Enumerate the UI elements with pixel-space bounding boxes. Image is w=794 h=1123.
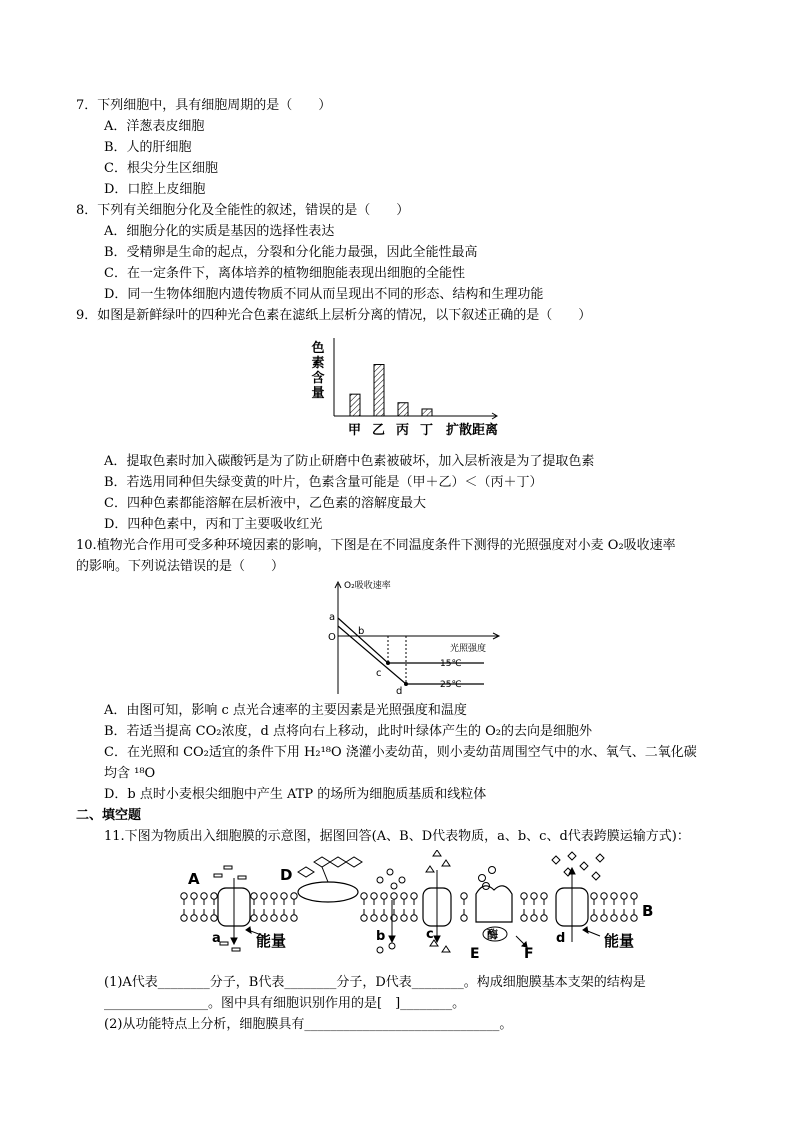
glycoprotein-d bbox=[298, 882, 358, 902]
graph-y-label: O₂吸收速率 bbox=[344, 581, 391, 591]
bar-2 bbox=[398, 403, 408, 416]
label-a: a bbox=[212, 931, 221, 946]
q11-part1-line2: ________________。图中具有细胞识别作用的是[ ]________。 bbox=[104, 996, 466, 1011]
label-b-upper: B bbox=[642, 902, 654, 920]
q8-option-d: D．同一生物体细胞内遗传物质不同从而呈现出不同的形态、结构和生理功能 bbox=[104, 287, 544, 302]
graph-origin-label: O bbox=[328, 632, 336, 643]
q10-option-c-line1: C．在光照和 CO₂适宜的条件下用 H₂¹⁸O 浇灌小麦幼苗，则小麦幼苗周围空气中的水、氧气、二氧化碳 bbox=[104, 745, 697, 760]
q11-part1-line1: (1)A代表________分子，B代表________分子，D代表________。构成细胞膜基本支架的结构是 bbox=[104, 975, 646, 990]
o2-rate-graph bbox=[322, 578, 502, 698]
q8-option-b: B．受精卵是生命的起点，分裂和分化能力最强，因此全能性最高 bbox=[104, 245, 478, 260]
q10-option-a: A．由图可知，影响 c 点光合速率的主要因素是光照强度和温度 bbox=[104, 703, 467, 718]
q7-stem: 7．下列细胞中，具有细胞周期的是（ ） bbox=[76, 98, 332, 113]
y-label-char: 色 bbox=[311, 341, 325, 356]
q8-option-a: A．细胞分化的实质是基因的选择性表达 bbox=[104, 224, 335, 239]
category-label: 甲 bbox=[348, 423, 362, 438]
bar-3 bbox=[422, 409, 432, 416]
section-heading: 二、填空题 bbox=[76, 808, 142, 823]
chart-category-labels bbox=[348, 423, 433, 438]
q11-stem: 11.下图为物质出入细胞膜的示意图，据图回答(A、B、D代表物质，a、b、c、d代表跨膜运输方式)： bbox=[104, 829, 690, 844]
q8-option-c: C．在一定条件下，离体培养的植物细胞能表现出细胞的全能性 bbox=[104, 266, 465, 281]
bar-1 bbox=[374, 365, 384, 416]
label-a-upper: A bbox=[188, 870, 200, 888]
q9-option-c: C．四种色素都能溶解在层析液中，乙色素的溶解度最大 bbox=[104, 496, 426, 511]
q10-stem-line1: 10.植物光合作用可受多种环境因素的影响，下图是在不同温度条件下测得的光照强度对小麦 O₂吸收速率 bbox=[76, 538, 676, 553]
chart-bars bbox=[350, 365, 432, 416]
q9-option-d: D．四种色素中，丙和丁主要吸收红光 bbox=[104, 517, 323, 532]
enzyme-label: 酶 bbox=[487, 928, 498, 941]
point-b-label: b bbox=[358, 626, 365, 637]
label-d-upper: D bbox=[280, 866, 293, 884]
q11-part2: (2)从功能特点上分析，细胞膜具有______________________________。 bbox=[104, 1017, 513, 1032]
chart-y-axis-label bbox=[311, 340, 324, 401]
y-label-char: 含 bbox=[311, 371, 325, 386]
label-c: c bbox=[426, 927, 434, 942]
q9-option-b: B．若选用同种但失绿变黄的叶片，色素含量可能是（甲＋乙）＜（丙＋丁） bbox=[104, 475, 543, 490]
q7-option-a: A．洋葱表皮细胞 bbox=[104, 119, 205, 134]
y-label-char: 量 bbox=[311, 386, 325, 401]
q7-option-d: D．口腔上皮细胞 bbox=[104, 182, 206, 197]
q10-stem-line2: 的影响。下列说法错误的是（ ） bbox=[76, 559, 285, 574]
membrane-transport-diagram bbox=[180, 850, 660, 960]
q7-option-c: C．根尖分生区细胞 bbox=[104, 161, 218, 176]
temp-25c-label: 25℃ bbox=[440, 680, 462, 690]
chart-x-axis-label: 扩散距离 bbox=[446, 423, 499, 438]
bar-0 bbox=[350, 394, 360, 416]
temp-15c-label: 15℃ bbox=[440, 659, 462, 669]
energy-label-d: 能量 bbox=[604, 932, 635, 950]
q7-option-b: B．人的肝细胞 bbox=[104, 140, 192, 155]
energy-label-a: 能量 bbox=[256, 932, 287, 950]
category-label: 乙 bbox=[372, 423, 386, 438]
label-e: E bbox=[470, 946, 480, 960]
sugar-chain bbox=[298, 857, 362, 882]
label-f: F bbox=[524, 946, 534, 960]
q10-option-d: D．b 点时小麦根尖细胞中产生 ATP 的场所为细胞质基质和线粒体 bbox=[104, 787, 487, 802]
label-b: b bbox=[376, 929, 386, 944]
q10-option-c-line2: 均含 ¹⁸O bbox=[104, 766, 156, 781]
q10-option-b: B．若适当提高 CO₂浓度，d 点将向右上移动，此时叶绿体产生的 O₂的去向是细胞外 bbox=[104, 724, 592, 739]
point-c-label: c bbox=[376, 668, 382, 679]
enzyme-protein bbox=[476, 886, 512, 922]
point-a-label: a bbox=[329, 612, 336, 623]
q9-option-a: A．提取色素时加入碳酸钙是为了防止研磨中色素被破坏，加入层析液是为了提取色素 bbox=[104, 454, 595, 469]
category-label: 丙 bbox=[396, 423, 410, 438]
q8-stem: 8．下列有关细胞分化及全能性的叙述，错误的是（ ） bbox=[76, 203, 410, 218]
q9-stem: 9．如图是新鲜绿叶的四种光合色素在滤纸上层析分离的情况，以下叙述正确的是（ ） bbox=[76, 308, 592, 323]
label-d: d bbox=[556, 931, 566, 946]
graph-x-label: 光照强度 bbox=[450, 644, 487, 654]
y-label-char: 素 bbox=[311, 356, 325, 371]
point-d-label: d bbox=[396, 686, 403, 697]
category-label: 丁 bbox=[420, 423, 434, 438]
pigment-bar-chart bbox=[310, 334, 510, 444]
curve-15c bbox=[338, 618, 487, 663]
